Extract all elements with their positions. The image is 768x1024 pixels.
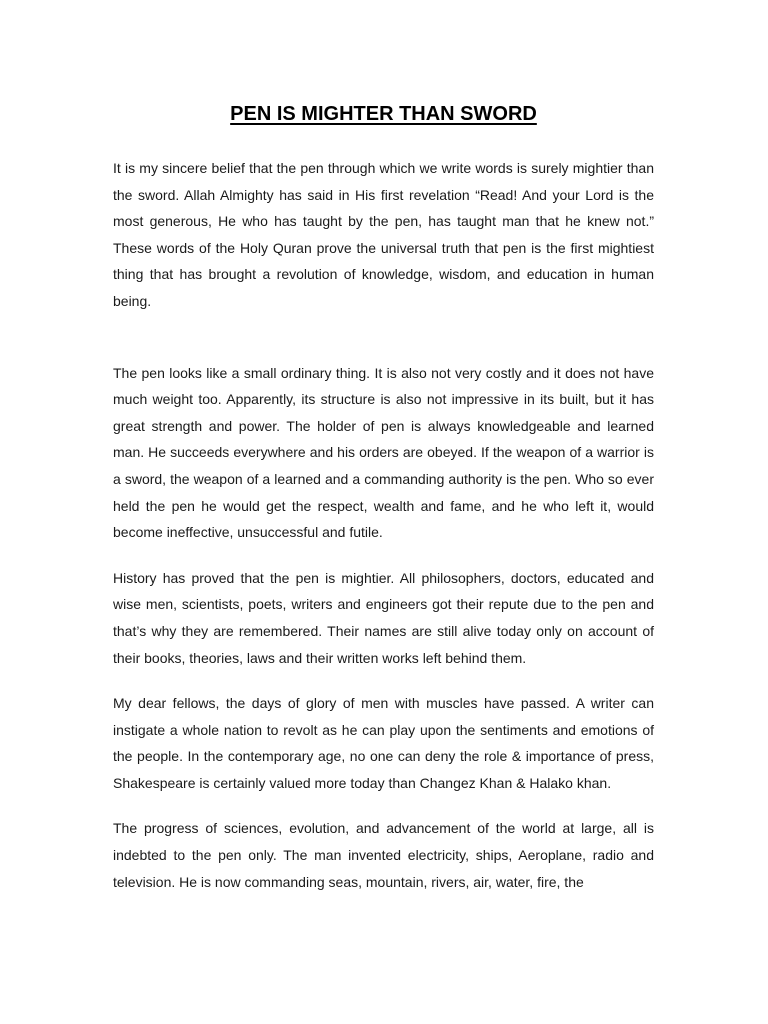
paragraph-5: The progress of sciences, evolution, and advancement of the world at large, all is indebted to the pen only. The man invented electricity, ships, Aeroplane, radio and television. He is now commanding seas, mountain, rivers, air, water, fire, the <box>113 820 654 890</box>
paragraph-4: My dear fellows, the days of glory of men with muscles have passed. A writer can instigate a whole nation to revolt as he can play upon the sentiments and emotions of the people. In the contemporary age, no one can deny the role & importance of press, Shakespeare is certainly valued more today than Changez Khan & Halako khan. <box>113 695 654 791</box>
document-body <box>113 155 654 895</box>
document-title: PEN IS MIGHTER THAN SWORD <box>230 103 537 125</box>
paragraph-1: It is my sincere belief that the pen through which we write words is surely mightier than the sword. Allah Almighty has said in His first revelation “Read! And your Lord is the most generous, He who has taught by the pen, has taught man that he knew not.” These words of the Holy Quran prove the universal truth that pen is the first mightiest thing that has brought a revolution of knowledge, wisdom, and education in human being. <box>113 160 654 309</box>
paragraph-2: The pen looks like a small ordinary thing. It is also not very costly and it does not have much weight too. Apparently, its structure is also not impressive in its built, but it has great strength and power. The holder of pen is always knowledgeable and learned man. He succeeds everywhere and his orders are obeyed. If the weapon of a warrior is a sword, the weapon of a learned and a commanding authority is the pen. Who so ever held the pen he would get the respect, wealth and fame, and he who left it, would become ineffective, unsuccessful and futile. <box>113 364 654 541</box>
paragraph-3: History has proved that the pen is mightier. All philosophers, doctors, educated and wise men, scientists, poets, writers and engineers got their repute due to the pen and that’s why they are remembered. Their names are still alive today only on account of their books, theories, laws and their written works left behind them. <box>113 569 654 666</box>
